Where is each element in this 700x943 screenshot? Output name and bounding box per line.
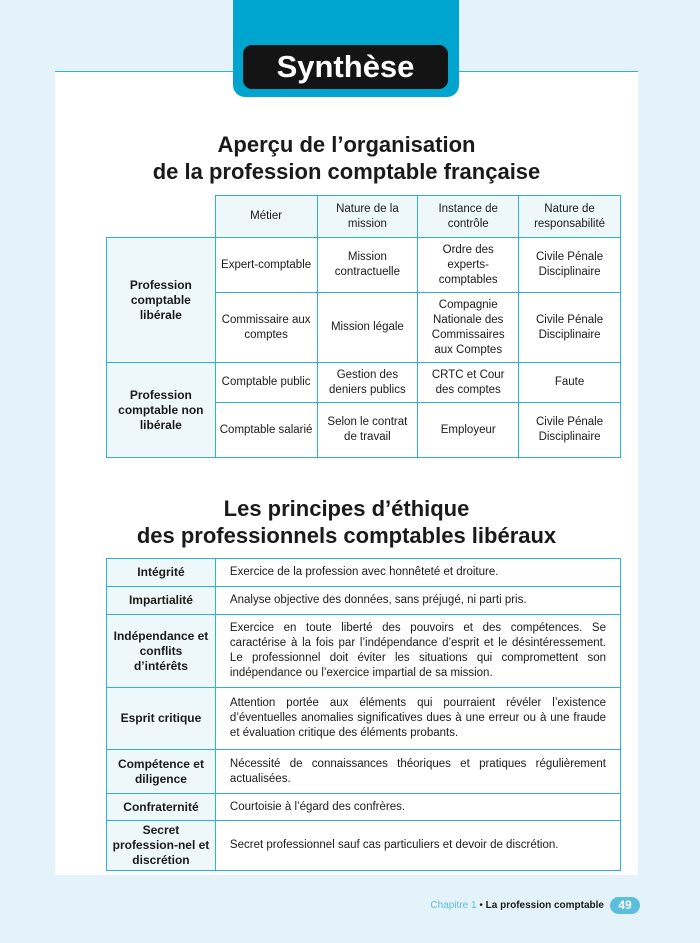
table-cell: Expert-comptable [215, 238, 317, 293]
table-cell: Comptable salarié [215, 403, 317, 458]
table-cell: Compagnie Nationale des Commissaires aux Comptes [418, 293, 519, 363]
table-cell: Mission légale [317, 293, 418, 363]
table-cell: Civile Pénale Disciplinaire [519, 238, 621, 293]
principle-term: Confraternité [107, 794, 216, 821]
principle-desc: Exercice en toute liberté des pouvoirs et des compétences. Se caractérise à la fois par l’indépendance d’esprit et le désintéressement. Le professionnel doit éviter les situations qui compromettent son indépendance ou l’exercice impartial de sa mission. [215, 615, 620, 688]
title-line: Les principes d’éthique [223, 496, 470, 521]
chapter-title: La profession comptable [485, 900, 604, 911]
principle-term: Compétence et diligence [107, 750, 216, 794]
column-header: Métier [215, 196, 317, 238]
chapter-number: Chapitre 1 [430, 900, 477, 911]
principle-desc: Analyse objective des données, sans préjugé, ni parti pris. [215, 587, 620, 615]
principle-term: Secret profession-nel et discrétion [107, 821, 216, 871]
organisation-table [106, 195, 621, 458]
table-cell: Commissaire aux comptes [215, 293, 317, 363]
table-cell: Civile Pénale Disciplinaire [519, 293, 621, 363]
table-cell: Gestion des deniers publics [317, 363, 418, 403]
column-header: Nature de la mission [317, 196, 418, 238]
table-cell: CRTC et Cour des comptes [418, 363, 519, 403]
page-number: 49 [610, 897, 640, 914]
principle-desc: Secret professionnel sauf cas particuliers et devoir de discrétion. [215, 821, 620, 871]
principle-desc: Nécessité de connaissances théoriques et pratiques régulièrement actualisées. [215, 750, 620, 794]
page-title: Synthèse [243, 45, 448, 89]
table-cell: Civile Pénale Disciplinaire [519, 403, 621, 458]
principle-term: Esprit critique [107, 688, 216, 750]
table-cell: Selon le contrat de travail [317, 403, 418, 458]
principle-term: Intégrité [107, 559, 216, 587]
table-cell: Comptable public [215, 363, 317, 403]
principle-desc: Courtoisie à l’égard des confrères. [215, 794, 620, 821]
column-header: Instance de contrôle [418, 196, 519, 238]
group-label: Profession comptable non libérale [107, 363, 216, 458]
group-label: Profession comptable libérale [107, 238, 216, 363]
principle-term: Indépendance et conflits d’intérêts [107, 615, 216, 688]
section1-title [55, 131, 638, 185]
principle-desc: Attention portée aux éléments qui pourraient révéler l’existence d’éventuelles anomalies significatives dues à une erreur ou à une fraude et évaluation critique des éléments probants. [215, 688, 620, 750]
table-cell: Mission contractuelle [317, 238, 418, 293]
footer [430, 899, 604, 913]
table-cell: Faute [519, 363, 621, 403]
principle-term: Impartialité [107, 587, 216, 615]
empty-cell [107, 196, 216, 238]
table-cell: Employeur [418, 403, 519, 458]
title-line: de la profession comptable française [152, 159, 541, 184]
section2-title [55, 495, 638, 549]
table-cell: Ordre des experts-comptables [418, 238, 519, 293]
column-header: Nature de responsabilité [519, 196, 621, 238]
title-line: des professionnels comptables libéraux [136, 523, 557, 548]
ethics-table [106, 558, 621, 871]
principle-desc: Exercice de la profession avec honnêteté et droiture. [215, 559, 620, 587]
separator: • [479, 900, 483, 911]
title-line: Aperçu de l’organisation [217, 132, 476, 157]
